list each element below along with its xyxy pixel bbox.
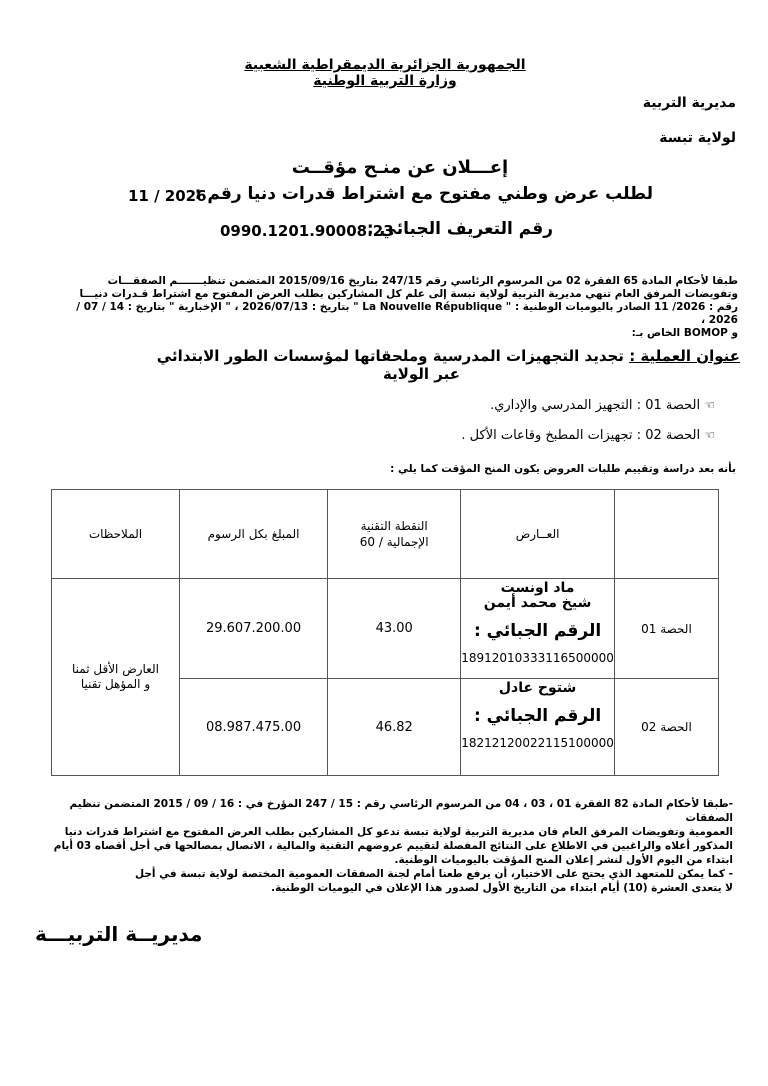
lot-item xyxy=(490,398,715,413)
remarks-cell xyxy=(52,579,180,776)
ministry-heading: وزارة التربية الوطنية xyxy=(313,73,457,89)
bidder-cell xyxy=(461,679,615,776)
bidder-tax-number: 18212120022115100000 xyxy=(461,736,614,750)
tax-id-label: رقم التعريف الجبائي : xyxy=(366,219,553,239)
header-score: النقطة التقنية الإجمالية / 60 xyxy=(328,490,461,579)
operation-name: تجديد التجهيزات المدرسية وملحقاتها لمؤسسات الطور الابتدائي xyxy=(156,347,624,365)
directorate-label: مديرية التربية xyxy=(642,95,736,111)
intro-line: وتفويضات المرفق العام تنهي مديرية التربية لولاية تبسة إلى علم كل المشاركين بطلب العرض المفتوح مع اشتراط قـدرات دنيـــا xyxy=(79,288,738,300)
header-lot xyxy=(614,490,718,579)
score-cell: 46.82 xyxy=(328,679,461,776)
bidder-tax-label: الرقم الجبائي : xyxy=(473,621,602,641)
intro-line: طبقا لأحكام المادة 65 الفقرة 02 من المرسوم الرئاسي رقم 247/15 بتاريخ 2015/09/16 المتضمن تنظيـــــــم الصفقـــات xyxy=(107,275,738,287)
bidder-name: شيخ محمد أيمن xyxy=(483,595,592,611)
intro-paragraph xyxy=(58,275,738,340)
wilaya-label: لولاية تبسة xyxy=(659,130,736,146)
lot-text: التجهيز المدرسي والإداري. xyxy=(490,398,633,413)
bidder-name: شتوح عادل xyxy=(498,680,577,696)
closing-line: لا يتعدى العشرة (10) أيام ابتداء من التاريخ الأول لصدور هذا الإعلان في اليوميات الوطنية. xyxy=(271,882,733,894)
bidder-cell xyxy=(461,579,615,679)
bidder-tax-number: 18912010333116500000 xyxy=(461,651,614,665)
intro-line: و BOMOP الخاص بـ: xyxy=(631,327,738,339)
evaluation-note: بأنه بعد دراسة وتقييم طلبات العروض يكون المنح المؤقت كما يلي : xyxy=(390,463,736,475)
lot-cell: الحصة 02 xyxy=(614,679,718,776)
remark-line: العارض الأقل ثمنا xyxy=(72,662,159,676)
signature: مديريــة التربيـــة xyxy=(35,922,203,946)
header-bidder: العــارض xyxy=(461,490,615,579)
lot-cell: الحصة 01 xyxy=(614,579,718,679)
lot-item xyxy=(461,428,715,443)
header-amount: المبلغ بكل الرسوم xyxy=(179,490,327,579)
results-table xyxy=(51,489,719,776)
bidder-tax-label: الرقم الجبائي : xyxy=(473,706,602,726)
pointing-hand-icon: ☜ xyxy=(704,428,715,442)
closing-line: ابتداء من اليوم الأول لنشر إعلان المنح المؤقت باليوميات الوطنية. xyxy=(394,854,733,866)
tax-id-value: 0990.1201.90008.23 xyxy=(220,222,394,240)
table-header-row xyxy=(52,490,719,579)
bidder-name: ماد اونست xyxy=(500,580,575,596)
score-cell: 43.00 xyxy=(328,579,461,679)
closing-line: المذكور أعلاه والراغبين في الاطلاع على النتائج المفصلة لتقييم عروضهم التقنية والمالية ، الاتصال بمصالحها في أجل أقصاه 03 أيام xyxy=(53,840,733,852)
lot-label: الحصة 02 : xyxy=(636,428,701,443)
intro-line: رقم : 2026/ 11 الصادر باليوميات الوطنية : " La Nouvelle République " بتاريخ : 2026/07/13 ، " الإخبارية " بتاريخ : 14 / 07 / 2026 ، xyxy=(76,301,738,326)
header-remarks: الملاحظات xyxy=(52,490,180,579)
lot-text: تجهيزات المطبخ وقاعات الأكل . xyxy=(461,428,633,443)
amount-cell: 29.607.200.00 xyxy=(179,579,327,679)
announcement-subtitle: لطلب عرض وطني مفتوح مع اشتراط قدرات دنيا رقم : xyxy=(194,184,653,204)
table-row xyxy=(52,579,719,679)
pointing-hand-icon: ☜ xyxy=(704,398,715,412)
closing-line: - كما يمكن للمتعهد الذي يحتج على الاختيار، أن يرفع طعنا أمام لجنة الصفقات العمومية المختصة لولاية تبسة في أجل xyxy=(134,868,733,880)
operation-title-continued: عبر الولاية xyxy=(383,365,460,383)
remark-line: و المؤهل تقنيا xyxy=(80,677,151,691)
closing-line: -طبقا لأحكام المادة 82 الفقرة 01 ، 03 ، 04 من المرسوم الرئاسي رقم : 15 / 247 المؤرخ في : 16 / 09 / 2015 المتضمن تنظيم الصفقات xyxy=(69,798,733,824)
amount-cell: 08.987.475.00 xyxy=(179,679,327,776)
operation-title xyxy=(100,348,740,365)
announcement-title: إعـــلان عن منـح مؤقــت xyxy=(291,157,509,178)
operation-label: عنوان العملية : xyxy=(629,347,740,365)
announcement-number: 11 / 2026 xyxy=(128,187,207,205)
closing-paragraph xyxy=(33,797,733,895)
closing-line: العمومية وتفويضات المرفق العام فان مديرية التربية لولاية تبسة تدعو كل المشاركين بطلب العرض المفتوح مع اشتراط قدرات دنيا xyxy=(64,826,733,838)
republic-heading: الجمهورية الجزائرية الديمقراطية الشعبية xyxy=(244,57,526,73)
lot-label: الحصة 01 : xyxy=(636,398,701,413)
